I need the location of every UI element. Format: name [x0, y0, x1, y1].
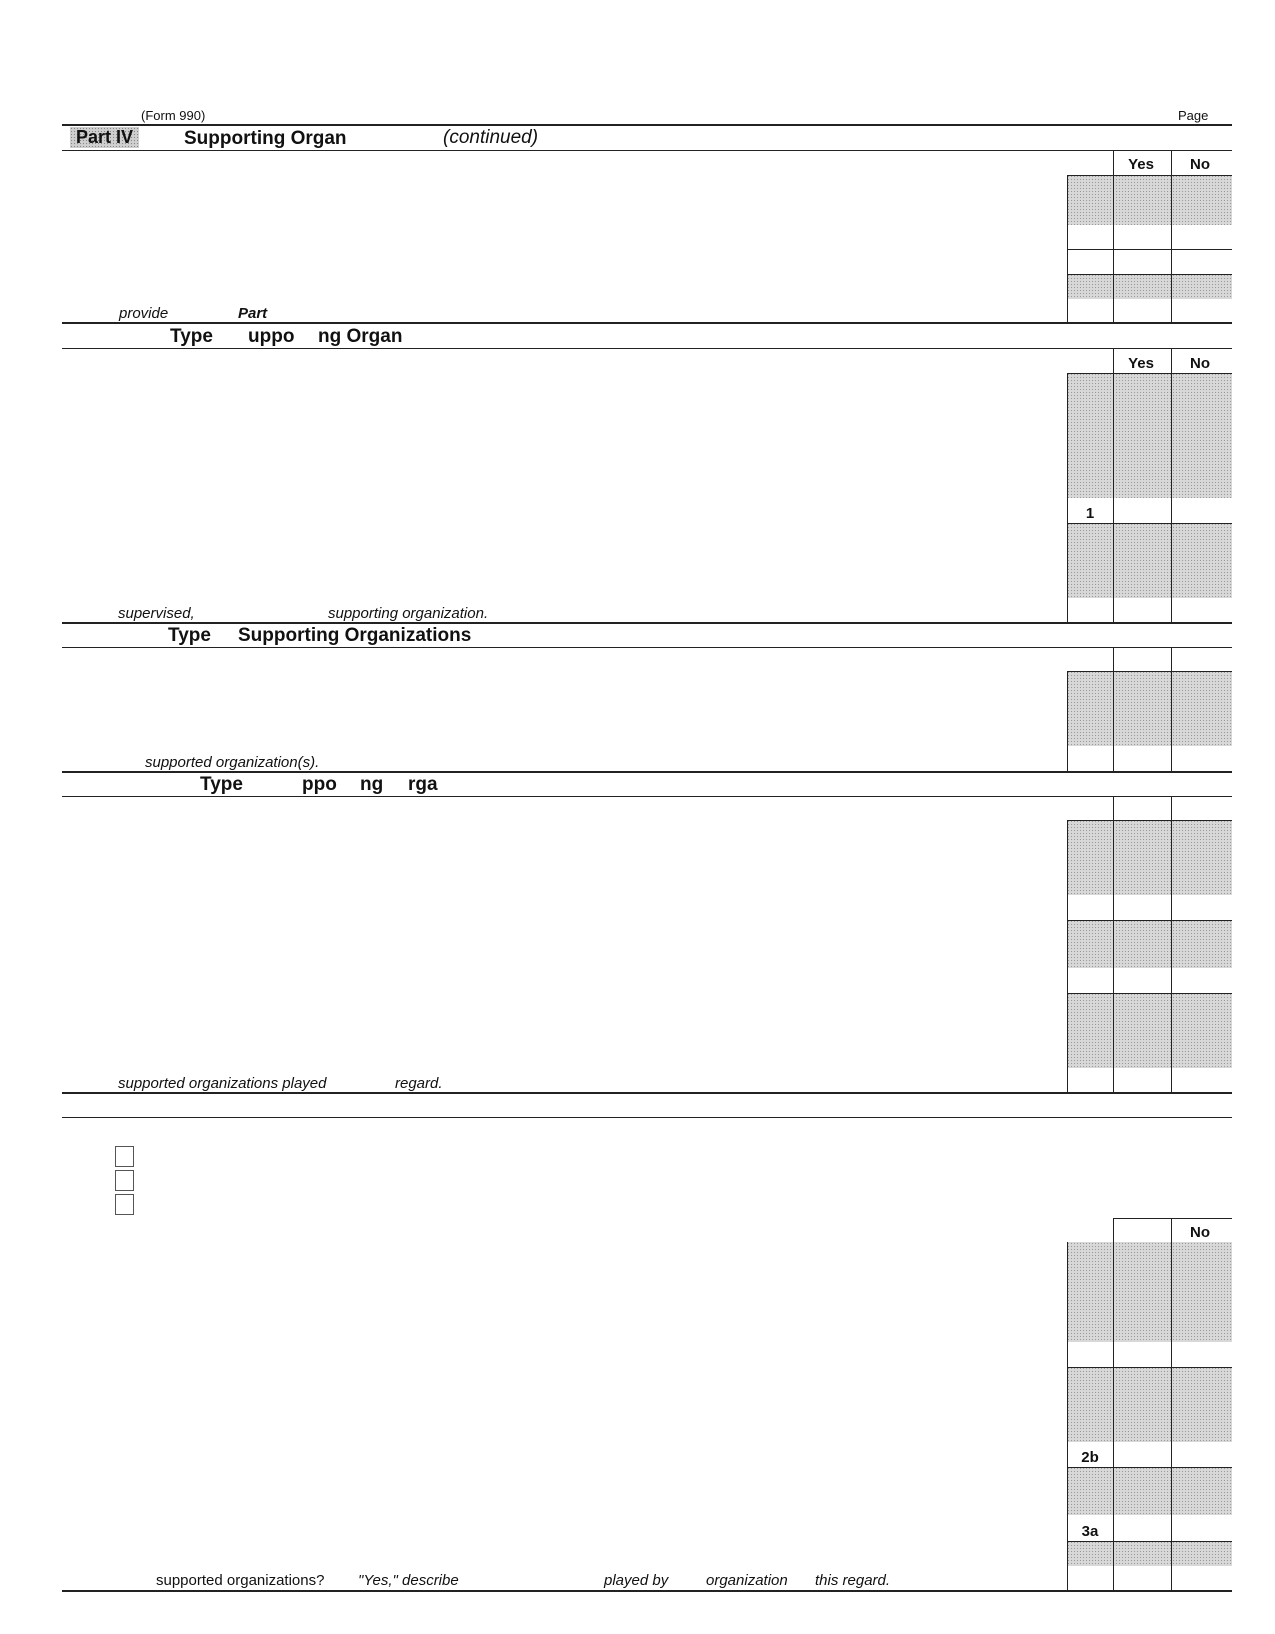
column-header-no: No: [1190, 355, 1210, 372]
section4-fragment-regard: regard.: [395, 1075, 443, 1092]
shaded-answer-block: [1067, 993, 1232, 1068]
shaded-answer-block: [1067, 1541, 1232, 1566]
section5-fragment-yes-describe: "Yes," describe: [358, 1572, 459, 1589]
section5-fragment-this-regard: this regard.: [815, 1572, 891, 1589]
shaded-answer-block: [1067, 1467, 1232, 1515]
section2-fragment-supporting: supporting organization.: [328, 605, 489, 622]
line-number-2b: 2b: [1081, 1449, 1099, 1466]
checkbox-option-2[interactable]: [115, 1170, 134, 1191]
section2-heading-type: Type: [170, 326, 213, 347]
shaded-answer-block: [1067, 373, 1232, 498]
shaded-answer-block: [1067, 1367, 1232, 1442]
shaded-answer-block: [1067, 920, 1232, 968]
shaded-answer-block: [1067, 671, 1232, 746]
section2-heading-b: uppo: [248, 326, 295, 347]
section4-heading-b: ppo: [302, 774, 337, 795]
section3-heading-title: Supporting Organizations: [238, 625, 472, 646]
section1-fragment-provide: provide: [119, 305, 169, 322]
column-header-yes: Yes: [1128, 156, 1154, 173]
line-number-1: 1: [1085, 505, 1095, 522]
section5-fragment-supported: supported organizations?: [156, 1572, 325, 1589]
part-title: Supporting Organ: [184, 128, 347, 149]
part-label: Part IV: [70, 127, 139, 148]
section3-fragment-supported: supported organization(s).: [145, 754, 320, 771]
section2-fragment-supervised: supervised,: [118, 605, 195, 622]
section4-heading-type: Type: [200, 774, 243, 795]
section5-fragment-played-by: played by: [604, 1572, 669, 1589]
part-title-rule: [62, 150, 1232, 151]
header-rule: [62, 124, 1232, 126]
shaded-answer-block: [1067, 274, 1232, 299]
section4-heading-c: ng: [360, 774, 384, 795]
section2-heading-c: ng Organ: [318, 326, 403, 347]
section4-fragment-supported: supported organizations played: [118, 1075, 327, 1092]
shaded-answer-block: [1067, 175, 1232, 225]
line-number-3a: 3a: [1081, 1523, 1099, 1540]
part-continued: (continued): [443, 127, 539, 148]
section1-fragment-part: Part: [238, 305, 268, 322]
column-header-yes: Yes: [1128, 355, 1154, 372]
checkbox-option-1[interactable]: [115, 1146, 134, 1167]
column-header-no: No: [1190, 156, 1210, 173]
section5-fragment-organization: organization: [706, 1572, 788, 1589]
page-label: Page: [1178, 108, 1209, 123]
shaded-answer-block: [1067, 1242, 1232, 1342]
column-header-no: No: [1190, 1224, 1210, 1241]
section3-heading-type: Type: [168, 625, 211, 646]
form-label: (Form 990): [141, 108, 206, 123]
shaded-answer-block: [1067, 820, 1232, 895]
shaded-answer-block: [1067, 523, 1232, 598]
section4-heading-d: rga: [408, 774, 438, 795]
checkbox-option-3[interactable]: [115, 1194, 134, 1215]
